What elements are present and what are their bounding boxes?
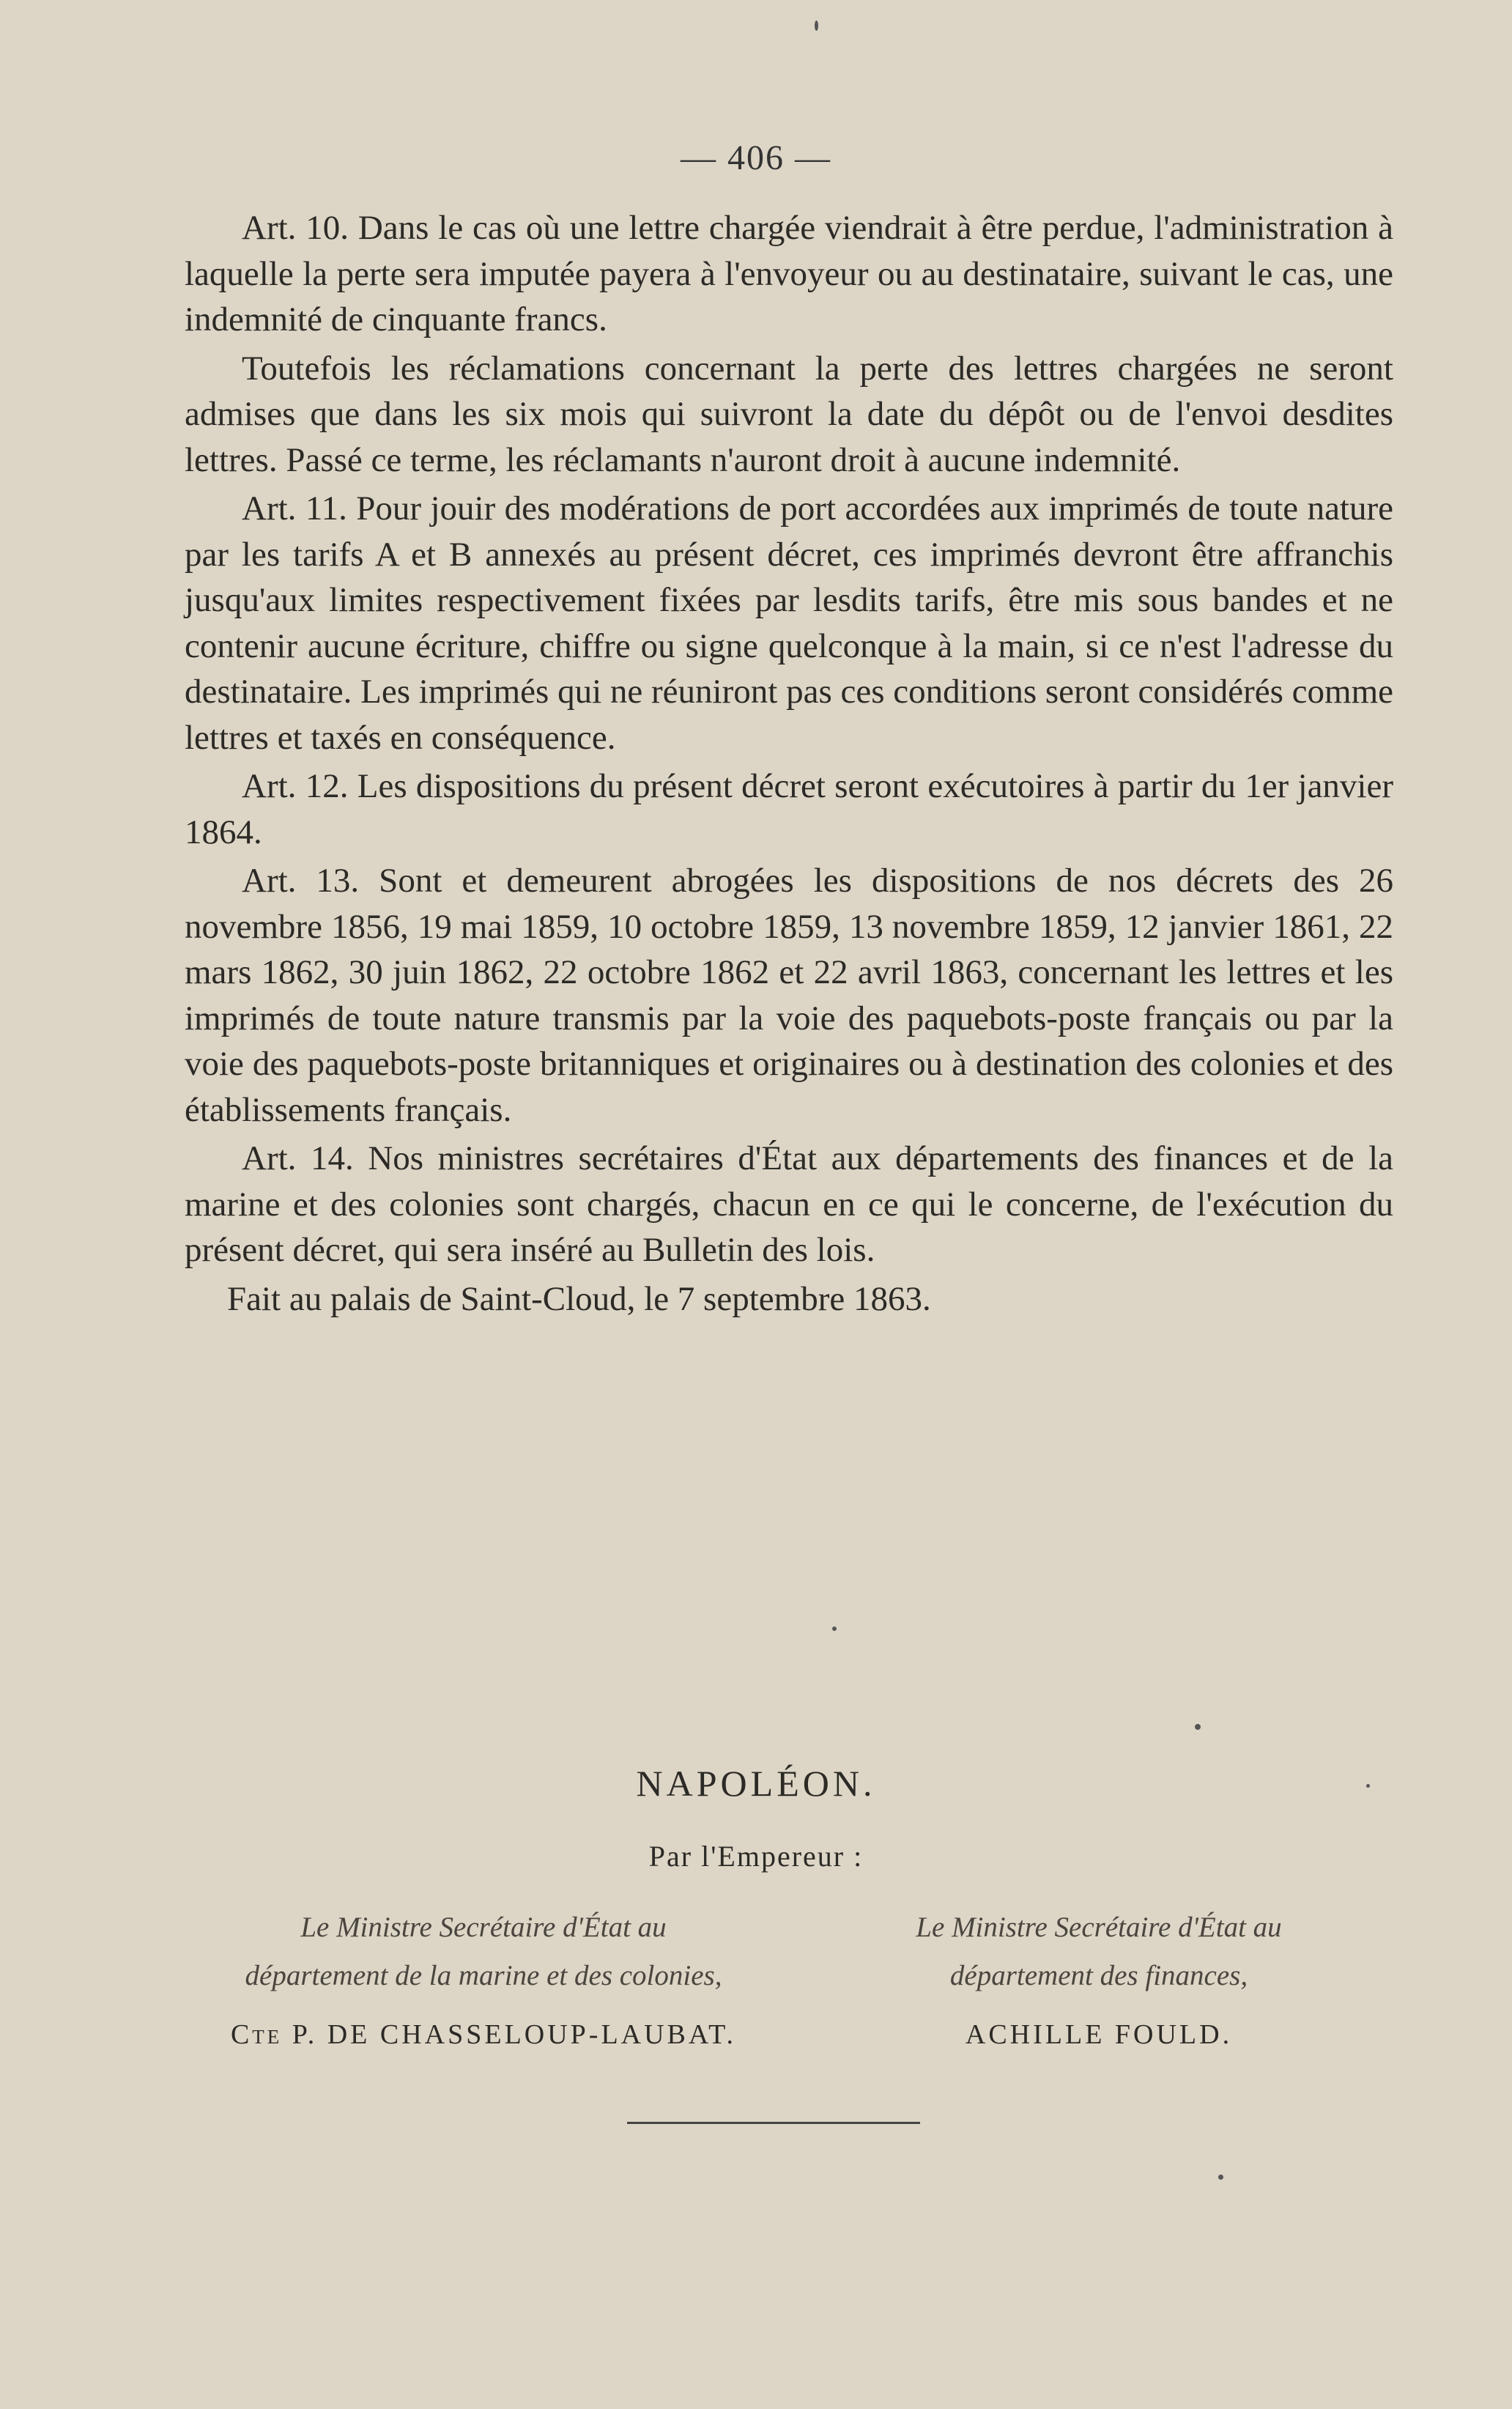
emperor-signature: NAPOLÉON. <box>636 1763 876 1804</box>
paragraph-art-12: Art. 12. Les dispositions du présent décret seront exécutoires à partir du 1er janvier 1864. <box>185 767 1393 851</box>
ink-speck <box>1195 1724 1201 1730</box>
paragraph-art-11: Art. 11. Pour jouir des modérations de port accordées aux imprimés de toute nature par les tarifs A et B annexés au présent décret, ces imprimés devront être affranchis jusqu'aux limites respectivement fixées par lesdits tarifs, être mis sous bandes et ne contenir aucune écriture, chiffre ou signe quelconque à la main, si ce n'est l'adresse du destinataire. Les imprimés qui ne réuniront pas ces conditions seront considérés comme lettres et taxés en conséquence. <box>185 489 1393 757</box>
paragraph-art-14: Art. 14. Nos ministres secrétaires d'État aux départements des finances et de la marine et des colonies sont chargés, chacun en ce qui le concerne, de l'exécution du présent décret, qui sera inséré au Bulletin des lois. <box>185 1139 1393 1269</box>
paragraph-art-13: Art. 13. Sont et demeurent abrogées les dispositions de nos décrets des 26 novembre 1856, 19 mai 1859, 10 octobre 1859, 13 novembre 1859, 12 janvier 1861, 22 mars 1862, 30 juin 1862, 22 octobre 1862 et 22 avril 1863, concernant les lettres et les imprimés de toute nature transmis par la voie des paquebots-poste français ou par la voie des paquebots-poste britanniques et originaires ou à destination des colonies et des établissements français. <box>185 862 1393 1129</box>
page-number: — 406 — <box>681 138 831 177</box>
closing-rule <box>627 2122 920 2124</box>
decree-body <box>185 205 1393 1322</box>
minister-marine-title-line1: Le Ministre Secrétaire d'État au <box>300 1912 667 1943</box>
ink-speck <box>1366 1784 1370 1788</box>
paragraph-art-10-cont: Toutefois les réclamations concernant la perte des lettres chargées ne seront admises que dans les six mois qui suivront la date du dépôt ou de l'envoi desdites lettres. Passé ce terme, les réclamants n'auront droit à aucune indemnité. <box>185 349 1393 479</box>
par-empereur-line: Par l'Empereur : <box>648 1840 864 1873</box>
minister-finances-title <box>798 1903 1399 2000</box>
minister-marine-title-line2: département de la marine et des colonies, <box>245 1960 722 1991</box>
minister-marine-title <box>183 1903 784 2000</box>
ink-speck <box>815 21 818 31</box>
paragraph-art-10: Art. 10. Dans le cas où une lettre chargée viendrait à être perdue, l'administration à laquelle la perte sera imputée payera à l'envoyeur ou au destinataire, suivant le cas, une indemnité de cinquante francs. <box>185 209 1393 338</box>
ink-speck <box>832 1627 837 1631</box>
minister-marine-name: Cte P. DE CHASSELOUP-LAUBAT. <box>230 2019 737 2050</box>
signoff-line: Fait au palais de Saint-Cloud, le 7 septembre 1863. <box>227 1279 931 1318</box>
minister-finances-title-line2: département des finances, <box>949 1960 1248 1991</box>
ink-speck <box>1218 2175 1223 2180</box>
minister-finances-name: ACHILLE FOULD. <box>965 2019 1233 2050</box>
minister-finances-title-line1: Le Ministre Secrétaire d'État au <box>916 1912 1282 1943</box>
